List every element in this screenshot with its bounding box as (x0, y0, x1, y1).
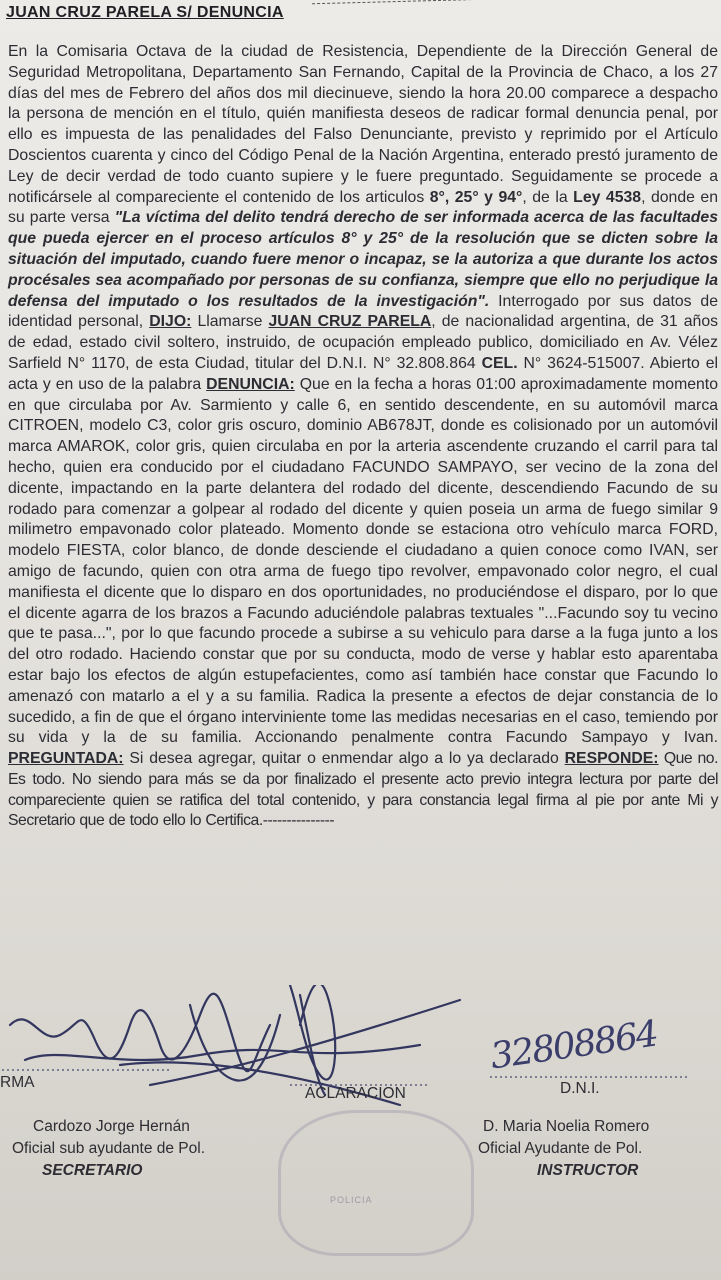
instructor-name: D. Maria Noelia Romero (483, 1118, 650, 1135)
document-title: JUAN CRUZ PARELA S/ DENUNCIA (6, 4, 284, 21)
label-denuncia: DENUNCIA: (206, 375, 295, 393)
text-connector: , de la (522, 188, 574, 206)
text-phone: N° 3624-515007. Abierto el acta y en uso de la palabra (8, 354, 718, 393)
text-intro: En la Comisaria Octava de la ciudad de Resistencia, Dependiente de la Dirección General de Seguridad Metropolitana, Departamento San Fernando, Capital de la Provincia de Chaco, a los 27 días del mes de Febrero del años dos mil diecinueve, siendo la hora 20.00 comparece a despacho la persona de mención en el título, quién manifiesta deseos de radicar formal denuncia penal, por ello es impuesta de las penalidades del Falso Denunciante, previsto y reprimido por el Artículo Doscientos cuarenta y cinco del Código Penal de la Nación Argentina, enterado prestó juramento de Ley de decir verdad de todo cuanto supiere y le fuere preguntado. Seguidamente se procede a notificársele al compareciente el contenido de los articulos (8, 43, 718, 206)
text-law-quote: "La víctima del delito tendrá derecho de ser informada acerca de las facultades que pueda ejercer en el proceso artículos 8° y 25° de la resolución que se dicten sobre la situación del imputado, cuando fuere menor o incapaz, se la autoriza a que durante los actos procésales sea acompañado por personas de su confianza, siempre que ello no perjudique la defensa del imputado o los resultados de la investigación". (8, 209, 718, 310)
aclaracion-label: ACLARACION (305, 1085, 406, 1102)
text-closing: Que no. Es todo. No siendo para más se da por finalizado el presente acto previo integra lectura por parte del compareciente quien se ratifica del total contenido, y para constancia legal firma al pie por ante Mi y Secretario que de todo ello lo Certifica.--------------- (8, 750, 718, 830)
secretary-name: Cardozo Jorge Hernán (33, 1118, 190, 1135)
secretary-title: SECRETARIO (42, 1162, 143, 1179)
text-personal-data: , de nacionalidad argentina, de 31 años de edad, estado civil soltero, instruido, de ocupación empleado publico, domiciliado en Av. Vélez Sarfield N° 1170, de esta Ciudad, titular del D.N.I. N° 32.808.864 (8, 313, 719, 372)
label-dijo: DIJO: (149, 313, 192, 331)
text-complainant-name: JUAN CRUZ PARELA (268, 313, 432, 331)
dni-handwritten: 32808864 (487, 1013, 660, 1078)
declaration-body (8, 42, 718, 832)
firma-label: RMA (0, 1074, 35, 1091)
signature-section (0, 985, 721, 1280)
text-question: Si desea agregar, quitar o enmendar algo a lo ya declarado (123, 750, 565, 768)
dni-label: D.N.I. (560, 1080, 600, 1097)
text-connector-2: , donde en su parte versa (8, 188, 718, 227)
text-llamarse: Llamarse (191, 313, 269, 331)
label-preguntada: PREGUNTADA: (8, 750, 124, 768)
label-responde: RESPONDE: (564, 750, 659, 768)
declaration-paragraph (8, 42, 718, 832)
label-cel: CEL. (481, 354, 518, 372)
instructor-role: Oficial Ayudante de Pol. (478, 1140, 643, 1157)
police-seal-text: POLICIA (330, 1195, 373, 1205)
text-complaint-narrative: Que en la fecha a horas 01:00 aproximadamente momento en que circulaba por Av. Sarmiento y calle 6, en sentido descendente, en su automóvil marca CITROEN, modelo C3, color gris oscuro, dominio AB678JT, donde es colisionado por un automóvil marca AMAROK, color gris, quien circulaba en por la arteria ascendente cruzando el carril para tal hecho, quien era conducido por el ciudadano FACUNDO SAMPAYO, ser vecino de la zona del dicente, impactando en la parte delantera del rodado del dicente, descendiendo Facundo de su rodado para comenzar a golpear al rodado del dicente y quien poseia un arma de fuego similar 9 milimetro empavonado color plateado. Momento donde se estaciona otro vehículo marca FORD, modelo FIESTA, color blanco, de donde desciende el ciudadano a quien conoce como IVAN, ser amigo de facundo, quien con otra arma de fuego tipo revolver, empavonado color negro, el cual manifiesta el dicente que lo disparo en dos oportunidades, no produciéndose el disparo, por lo que el dicente agarra de los brazos a Facundo aduciéndole palabras textuales "...Facundo soy tu vecino que te pasa...", por lo que facundo procede a subirse a su vehiculo para darse a la fuga junto a los del otro rodado. Haciendo constar que por su conducta, modo de verse y hablar esto aparentaba estar bajo los efectos de algún estupefacientes, como así también hace constar que Facundo lo amenazó con matarlo a el y a su familia. Radica la presente a efectos de dejar constancia de lo sucedido, a fin de que el órgano interviniente tome las medidas necesarias en el caso, temiendo por su vida y la de su familia. Accionando penalmente contra Facundo Sampayo y Ivan. (8, 375, 718, 747)
secretary-role: Oficial sub ayudante de Pol. (12, 1140, 206, 1157)
instructor-title: INSTRUCTOR (537, 1162, 639, 1179)
text-articles: 8°, 25° y 94° (429, 188, 523, 206)
text-law: Ley 4538 (573, 188, 642, 206)
title-dashed-line (312, 0, 562, 4)
text-identity: Interrogado por sus datos de identidad personal, (8, 292, 719, 331)
